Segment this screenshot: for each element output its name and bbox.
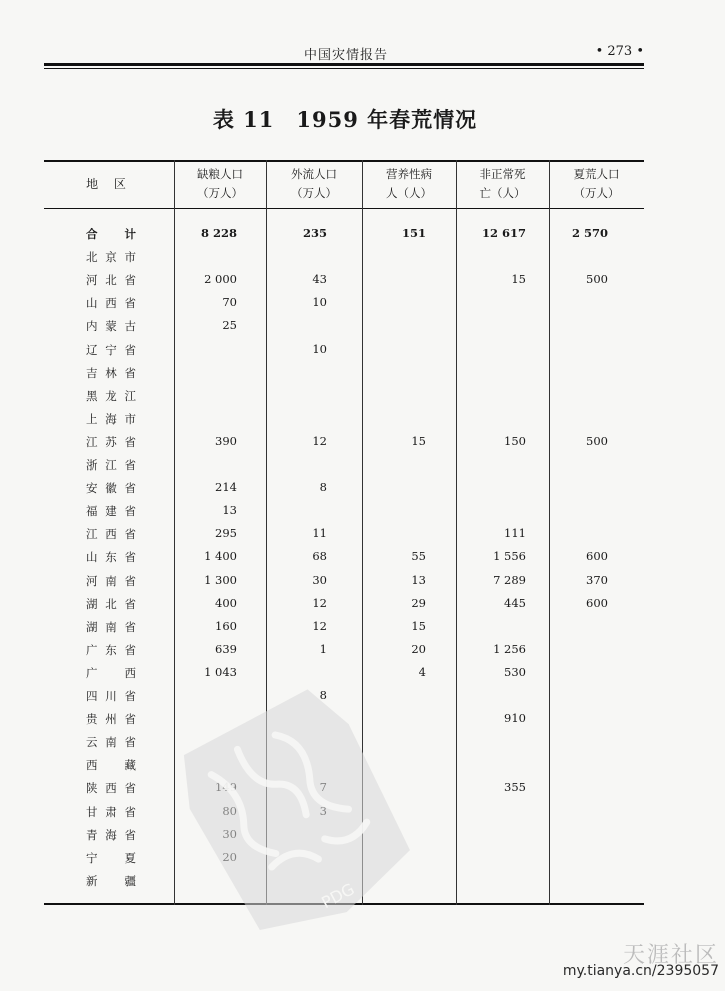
region-char: 省 — [124, 458, 136, 472]
header-region — [44, 160, 174, 208]
header-outflow — [266, 160, 362, 208]
region-char: 计 — [124, 227, 136, 241]
region-char: 合 — [86, 227, 98, 241]
region-cell — [86, 734, 136, 750]
region-char: 新 — [86, 873, 98, 888]
page-number: • 273 • — [595, 44, 644, 59]
region-char: 四 — [86, 689, 98, 703]
value-cell-c1: 70 — [222, 295, 237, 310]
region-char: 省 — [124, 342, 136, 357]
header-line: 人（人） — [386, 186, 432, 200]
region-cell — [86, 434, 136, 450]
value-cell-c2: 235 — [302, 226, 327, 240]
region-char: 省 — [124, 619, 136, 634]
value-cell-c1: 2 000 — [204, 272, 237, 287]
value-cell-c1: 8 228 — [200, 226, 237, 240]
region-char: 甘 — [86, 804, 98, 819]
region-cell — [86, 619, 136, 635]
header-line: 营养性病 — [386, 167, 432, 181]
value-cell-c3: 15 — [411, 618, 426, 633]
header-grain-shortage — [174, 160, 266, 208]
value-cell-c5: 2 570 — [571, 226, 608, 240]
region-cell — [86, 526, 136, 542]
region-char: 省 — [124, 296, 136, 311]
table-row — [44, 362, 644, 385]
region-char: 西 — [105, 781, 117, 796]
value-cell-c1: 1 300 — [204, 572, 237, 587]
header-line: （万人） — [291, 186, 337, 200]
region-cell — [86, 549, 136, 565]
value-cell-c2: 10 — [312, 295, 327, 310]
region-cell — [86, 411, 136, 427]
region-char: 安 — [86, 481, 98, 496]
region-char: 广 — [86, 665, 98, 680]
region-cell — [86, 249, 136, 265]
running-title: 中国灾情报告 — [304, 48, 389, 63]
total-row — [44, 223, 644, 246]
region-char: 州 — [105, 712, 117, 727]
region-char: 湖 — [86, 596, 98, 611]
region-cell — [86, 480, 136, 496]
value-cell-c4: 12 617 — [481, 226, 526, 240]
region-char: 青 — [86, 827, 98, 842]
region-char: 肃 — [105, 804, 117, 819]
value-cell-c3: 151 — [401, 226, 426, 240]
value-cell-c1: 1 043 — [204, 664, 237, 679]
region-cell — [86, 365, 136, 381]
site-watermark: 天涯社区 — [622, 943, 719, 968]
region-char: 山 — [86, 296, 98, 311]
region-cell — [86, 226, 136, 242]
table-row — [44, 546, 644, 569]
region-char: 省 — [124, 527, 136, 542]
value-cell-c2: 8 — [319, 688, 327, 702]
region-char: 北 — [105, 273, 117, 288]
value-cell-c5: 500 — [586, 433, 608, 448]
value-cell-c2: 11 — [312, 526, 327, 541]
region-char: 宁 — [105, 342, 117, 357]
region-char: 省 — [124, 273, 136, 288]
region-cell — [86, 850, 136, 866]
region-char: 海 — [105, 827, 117, 842]
region-cell — [86, 780, 136, 796]
stamp-label: PDG — [318, 879, 358, 913]
value-cell-c3: 29 — [411, 595, 426, 610]
value-cell-c1: 295 — [215, 526, 237, 541]
region-char: 江 — [124, 388, 136, 403]
region-char: 西 — [124, 665, 136, 680]
region-cell — [86, 642, 136, 658]
region-char: 南 — [105, 573, 117, 588]
value-cell-c3: 15 — [411, 433, 426, 448]
region-char: 北 — [86, 250, 98, 265]
table-row — [44, 523, 644, 546]
table-row — [44, 662, 644, 685]
region-cell — [86, 457, 136, 473]
header-region-label: 地 区 — [86, 176, 132, 191]
region-cell — [86, 873, 136, 889]
region-char: 西 — [105, 296, 117, 311]
value-cell-c4: 530 — [504, 664, 526, 679]
region-char: 省 — [124, 642, 136, 657]
region-char: 林 — [105, 365, 117, 380]
value-cell-c5: 370 — [586, 572, 608, 587]
region-char: 广 — [86, 642, 98, 657]
region-cell — [86, 596, 136, 612]
region-char: 海 — [105, 411, 117, 426]
table-row — [44, 570, 644, 593]
region-char: 省 — [124, 365, 136, 380]
header-abnormal-deaths — [456, 160, 549, 208]
region-char: 黑 — [86, 388, 98, 403]
table-row — [44, 385, 644, 408]
value-cell-c2: 1 — [319, 641, 327, 656]
region-char: 龙 — [105, 388, 117, 403]
region-char: 古 — [124, 319, 136, 334]
region-char: 省 — [124, 735, 136, 750]
region-char: 省 — [124, 434, 136, 449]
region-cell — [86, 688, 136, 704]
value-cell-c2: 43 — [312, 272, 327, 287]
header-line: 缺粮人口 — [197, 167, 243, 181]
region-cell — [86, 665, 136, 681]
table-row — [44, 454, 644, 477]
region-char: 省 — [124, 573, 136, 588]
region-cell — [86, 318, 136, 334]
header-line: 外流人口 — [291, 167, 337, 181]
region-char: 疆 — [124, 873, 136, 888]
region-char: 蒙 — [105, 319, 117, 334]
region-char: 苏 — [105, 434, 117, 449]
value-cell-c5: 500 — [586, 272, 608, 287]
table-row — [44, 315, 644, 338]
header-line: 非正常死 — [479, 167, 526, 181]
region-char: 省 — [124, 550, 136, 565]
table-header-rule — [44, 208, 644, 209]
value-cell-c1: 1 400 — [204, 549, 237, 564]
region-char: 上 — [86, 411, 98, 426]
value-cell-c1: 214 — [215, 480, 237, 495]
region-char: 徽 — [105, 481, 117, 496]
value-cell-c1: 13 — [222, 503, 237, 518]
table-row — [44, 339, 644, 362]
value-cell-c3: 4 — [418, 664, 426, 679]
region-char: 西 — [105, 527, 117, 542]
table-title: 表 11 1959 年春荒情况 — [212, 107, 478, 132]
table-row — [44, 500, 644, 523]
region-char: 省 — [124, 481, 136, 496]
region-char: 市 — [124, 411, 136, 426]
region-char: 省 — [124, 504, 136, 519]
region-char: 西 — [86, 758, 98, 773]
region-char: 河 — [86, 573, 98, 588]
header-line: （万人） — [573, 186, 620, 200]
value-cell-c2: 12 — [312, 618, 327, 633]
region-char: 陕 — [86, 781, 98, 796]
value-cell-c4: 1 256 — [493, 641, 526, 656]
header-rule-thin — [44, 68, 644, 69]
header-summer-famine — [549, 160, 644, 208]
table-row — [44, 477, 644, 500]
region-char: 南 — [105, 619, 117, 634]
table-row — [44, 431, 644, 454]
value-cell-c3: 20 — [411, 641, 426, 656]
value-cell-c4: 910 — [504, 711, 526, 726]
value-cell-c1: 25 — [222, 318, 237, 333]
region-char: 山 — [86, 550, 98, 565]
table-row — [44, 639, 644, 662]
region-cell — [86, 272, 136, 288]
region-char: 东 — [105, 642, 117, 657]
value-cell-c2: 12 — [312, 595, 327, 610]
region-char: 贵 — [86, 712, 98, 727]
value-cell-c1: 400 — [215, 595, 237, 610]
region-char: 建 — [105, 504, 117, 519]
value-cell-c4: 15 — [511, 272, 526, 287]
region-cell — [86, 503, 136, 519]
region-char: 省 — [124, 689, 136, 703]
value-cell-c4: 445 — [504, 595, 526, 610]
region-cell — [86, 342, 136, 358]
value-cell-c3: 55 — [411, 549, 426, 564]
region-cell — [86, 388, 136, 404]
value-cell-c1: 160 — [215, 618, 237, 633]
value-cell-c3: 13 — [411, 572, 426, 587]
region-cell — [86, 295, 136, 311]
header-line: （万人） — [197, 186, 243, 200]
region-char: 江 — [105, 458, 117, 472]
region-cell — [86, 827, 136, 843]
region-char: 江 — [86, 527, 98, 542]
region-char: 宁 — [86, 850, 98, 865]
region-cell — [86, 804, 136, 820]
table-row — [44, 292, 644, 315]
site-url-watermark: my.tianya.cn/2395057 — [562, 963, 719, 979]
value-cell-c5: 600 — [586, 549, 608, 564]
region-char: 吉 — [86, 365, 98, 380]
region-char: 川 — [105, 689, 117, 703]
value-cell-c5: 600 — [586, 595, 608, 610]
table-row — [44, 408, 644, 431]
region-char: 湖 — [86, 619, 98, 634]
value-cell-c2: 10 — [312, 341, 327, 356]
table-row — [44, 246, 644, 269]
region-cell — [86, 757, 136, 773]
value-cell-c2: 8 — [319, 480, 327, 495]
region-char: 北 — [105, 596, 117, 611]
region-char: 省 — [124, 712, 136, 727]
region-char: 东 — [105, 550, 117, 565]
region-char: 市 — [124, 250, 136, 265]
value-cell-c4: 111 — [504, 526, 526, 541]
region-char: 河 — [86, 273, 98, 288]
region-char: 江 — [86, 434, 98, 449]
header-line: 亡（人） — [479, 186, 526, 200]
region-char: 藏 — [124, 758, 136, 773]
value-cell-c4: 1 556 — [493, 549, 526, 564]
value-cell-c4: 7 289 — [493, 572, 526, 587]
region-char: 省 — [124, 781, 136, 796]
value-cell-c2: 12 — [312, 433, 327, 448]
value-cell-c4: 355 — [504, 780, 526, 795]
region-char: 京 — [105, 250, 117, 265]
header-rule-thick — [44, 63, 644, 66]
region-char: 福 — [86, 504, 98, 519]
region-char: 辽 — [86, 342, 98, 357]
region-char: 省 — [124, 596, 136, 611]
header-line: 夏荒人口 — [573, 167, 620, 181]
header-malnutrition — [362, 160, 456, 208]
value-cell-c2: 68 — [312, 549, 327, 564]
value-cell-c4: 150 — [504, 433, 526, 448]
region-char: 省 — [124, 827, 136, 842]
value-cell-c2: 30 — [312, 572, 327, 587]
region-cell — [86, 711, 136, 727]
table-row — [44, 269, 644, 292]
region-char: 省 — [124, 804, 136, 819]
region-char: 云 — [86, 735, 98, 750]
table-row — [44, 593, 644, 616]
region-char: 夏 — [124, 850, 136, 865]
value-cell-c1: 390 — [215, 433, 237, 448]
region-char: 内 — [86, 319, 98, 334]
value-cell-c1: 639 — [215, 641, 237, 656]
running-header — [44, 42, 644, 64]
region-char: 南 — [105, 735, 117, 750]
table-row — [44, 616, 644, 639]
region-cell — [86, 573, 136, 589]
region-char: 浙 — [86, 458, 98, 472]
